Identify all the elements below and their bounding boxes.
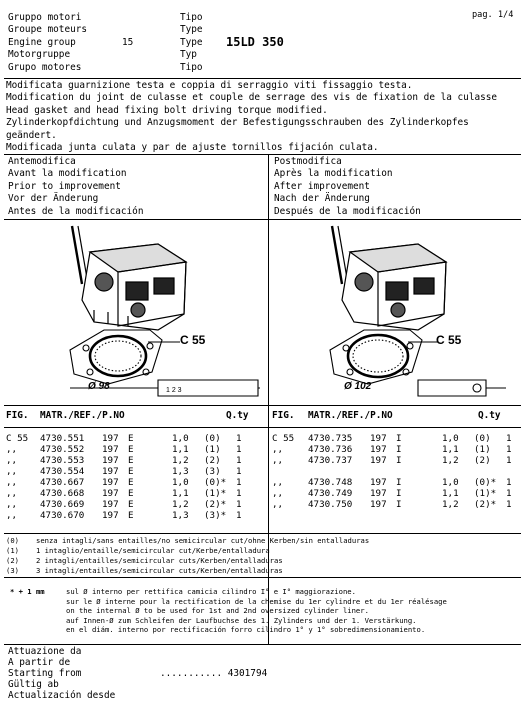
table-cell: I (396, 433, 402, 444)
type-label: Typ (180, 49, 197, 61)
table-cell (308, 466, 370, 477)
table-cell (474, 510, 506, 521)
table-cell: ,, (6, 510, 18, 521)
table-cell: (2) (204, 455, 221, 466)
table-cell: 1,1 (442, 444, 459, 455)
table-cell: (0)* (474, 477, 497, 488)
table-cell: 197 (370, 433, 387, 444)
table-row (6, 433, 256, 444)
table-cell (396, 466, 442, 477)
table-cell: 4730.668 (40, 488, 85, 499)
table-row (272, 477, 520, 488)
table-row (6, 466, 256, 477)
table-cell (272, 510, 308, 521)
modification-title (6, 80, 497, 154)
table-cell: 1,3 (172, 510, 189, 521)
table-cell: (3)* (204, 510, 227, 521)
table-cell: 197 (102, 477, 119, 488)
table-row (272, 444, 520, 455)
page-number: pag. 1/4 (472, 10, 514, 20)
type-label: Tipo (180, 61, 203, 73)
starting-serial: ........... 4301794 (160, 668, 268, 679)
table-cell: ,, (272, 477, 284, 488)
footer-labels (8, 646, 115, 701)
table-row (6, 444, 256, 455)
after-label: Postmodifica (274, 156, 342, 167)
cylinder-head-drawing (332, 226, 446, 330)
after-label: Después de la modificación (274, 205, 421, 217)
table-cell: 1,2 (442, 455, 459, 466)
before-label: Prior to improvement (8, 180, 121, 192)
table-cell: 197 (102, 444, 119, 455)
table-cell: ,, (272, 455, 284, 466)
table-cell: 4730.735 (308, 433, 353, 444)
footer-label: Gültig ab (8, 679, 59, 690)
table-cell: 4730.554 (40, 466, 85, 477)
table-cell: E (128, 510, 134, 521)
table-cell: 1 (236, 444, 242, 455)
table-cell: E (128, 444, 134, 455)
table-cell: 4730.553 (40, 455, 85, 466)
table-cell: I (396, 477, 402, 488)
before-labels (8, 156, 143, 218)
table-cell (370, 466, 396, 477)
type-value: 15LD 350 (226, 35, 284, 49)
group-label: Motorgruppe (8, 49, 71, 61)
table-cell: 197 (370, 499, 387, 510)
table-cell: ,, (6, 488, 18, 499)
footer-label: A partir de (8, 657, 71, 668)
table-cell: (2) (474, 455, 491, 466)
table-cell: 4730.750 (308, 499, 353, 510)
table-cell: 1 (506, 455, 512, 466)
table-cell: I (396, 499, 402, 510)
table-cell: 4730.748 (308, 477, 353, 488)
oversize-note (66, 587, 447, 635)
note-line: auf Innen-Ø zum Schleifen der Laufbuchse des 1. Zylinders und der 1. Verstärkung. (66, 615, 417, 625)
table-row (6, 499, 256, 510)
table-cell: 1,0 (442, 433, 459, 444)
notch-legend (6, 536, 369, 576)
group-label: Groupe moteurs (8, 24, 88, 36)
table-cell: 4730.551 (40, 433, 85, 444)
table-cell: (1) (204, 444, 221, 455)
title-line: Zylinderkopfdichtung und Anzugsmoment der Befestigungsschrauben des Zylinderkopfes (6, 117, 469, 129)
table-cell: E (128, 488, 134, 499)
table-cell: 197 (102, 499, 119, 510)
table-row (272, 455, 520, 466)
table-cell (506, 466, 520, 477)
title-line: Modificata guarnizione testa e coppia di serraggio viti fissaggio testa. (6, 80, 413, 91)
after-diameter: Ø 102 (344, 381, 372, 392)
right-header-matr: MATR./REF./P.NO (308, 410, 393, 421)
title-line: Modificada junta culata y par de ajuste tornillos fijación culata. (6, 142, 379, 154)
table-cell (474, 466, 506, 477)
footer-label: Attuazione da (8, 646, 82, 657)
footer-label: Starting from (8, 668, 82, 679)
table-cell: 4730.737 (308, 455, 353, 466)
table-cell: (0) (204, 433, 221, 444)
table-row (272, 488, 520, 499)
title-line: geändert. (6, 129, 57, 141)
table-cell: 1,1 (172, 488, 189, 499)
table-cell: E (128, 433, 134, 444)
table-cell: (2)* (204, 499, 227, 510)
table-cell: 197 (102, 433, 119, 444)
table-cell: 1 (506, 499, 512, 510)
footer-label: Actualización desde (8, 690, 116, 701)
table-cell: E (128, 455, 134, 466)
table-cell: 1 (506, 488, 512, 499)
right-header-qty: Q.ty (478, 410, 501, 421)
table-cell: 1 (236, 499, 242, 510)
table-cell (442, 510, 474, 521)
table-cell: 197 (102, 488, 119, 499)
table-cell: ,, (272, 488, 284, 499)
table-cell: (3) (204, 466, 221, 477)
table-row (272, 510, 520, 521)
table-cell: (0) (474, 433, 491, 444)
table-cell: (1)* (474, 488, 497, 499)
table-row (6, 455, 256, 466)
table-cell: ,, (272, 499, 284, 510)
table-cell: (2)* (474, 499, 497, 510)
before-callout: C 55 (180, 333, 206, 347)
after-callout: C 55 (436, 333, 462, 347)
table-cell: 1,2 (172, 455, 189, 466)
after-illustration (272, 222, 522, 404)
right-header-fig: FIG. (272, 410, 295, 421)
table-cell: 197 (102, 466, 119, 477)
table-cell: 4730.670 (40, 510, 85, 521)
table-cell: 1,0 (442, 477, 459, 488)
group-label: Gruppo motori (8, 12, 82, 23)
after-label: After improvement (274, 180, 370, 192)
table-cell: 1,2 (172, 499, 189, 510)
table-cell: 1 (236, 466, 242, 477)
type-label: Tipo (180, 12, 203, 23)
cylinder-head-drawing (72, 226, 186, 330)
table-cell: I (396, 488, 402, 499)
table-cell: 1 (236, 477, 242, 488)
parts-table-before (6, 433, 256, 521)
table-cell (506, 510, 520, 521)
table-row (6, 477, 256, 488)
table-cell: 1,2 (442, 499, 459, 510)
table-cell: 4730.669 (40, 499, 85, 510)
table-cell: ,, (6, 455, 18, 466)
after-labels (274, 156, 421, 218)
note-line: en el diám. interno por rectificación forro cilindro 1° y 1° sobredimensionamiento. (66, 625, 426, 635)
table-row (272, 499, 520, 510)
note-line: on the internal Ø to be used for 1st and 2nd oversized cylinder liner. (66, 606, 369, 616)
table-row (6, 488, 256, 499)
left-header-matr: MATR./REF./P.NO (40, 410, 125, 421)
table-cell: C 55 (6, 433, 29, 444)
table-cell: ,, (6, 466, 18, 477)
svg-text:1 2 3: 1 2 3 (166, 387, 182, 394)
notch-row: (2) 2 intagli/entailles/semicircular cuts/Kerben/entalladuras (6, 556, 283, 565)
table-cell: 197 (370, 488, 387, 499)
table-cell: 197 (102, 510, 119, 521)
before-label: Vor der Änderung (8, 193, 99, 205)
table-cell: ,, (6, 477, 18, 488)
table-cell: 1,3 (172, 466, 189, 477)
table-row (272, 433, 520, 444)
table-cell: 4730.736 (308, 444, 353, 455)
group-value: 15 (122, 37, 134, 48)
table-cell (308, 510, 370, 521)
table-cell: 4730.552 (40, 444, 85, 455)
table-cell: 1,1 (172, 444, 189, 455)
table-cell: 4730.749 (308, 488, 353, 499)
table-cell: 197 (102, 455, 119, 466)
before-illustration (8, 222, 266, 404)
title-line: Head gasket and head fixing bolt driving torque modified. (6, 104, 328, 116)
table-cell: C 55 (272, 433, 295, 444)
group-labels (8, 12, 87, 74)
type-labels (180, 12, 203, 74)
table-cell: ,, (6, 499, 18, 510)
group-label: Grupo motores (8, 61, 82, 73)
table-cell: 1,1 (442, 488, 459, 499)
before-diameter: Ø 98 (88, 381, 110, 392)
table-cell: (1)* (204, 488, 227, 499)
table-row (272, 466, 520, 477)
left-header-qty: Q.ty (226, 410, 249, 421)
table-cell: 1 (506, 444, 512, 455)
table-cell: (0)* (204, 477, 227, 488)
type-label: Type (180, 24, 203, 36)
notch-row: (1) 1 intaglio/entaille/semicircular cut/Kerbe/entalladura (6, 546, 270, 555)
type-label: Type (180, 36, 203, 48)
table-cell: (1) (474, 444, 491, 455)
group-label: Engine group (8, 36, 76, 48)
table-cell (442, 466, 474, 477)
table-cell: I (396, 455, 402, 466)
table-cell: 1 (236, 510, 242, 521)
table-cell: 1 (236, 488, 242, 499)
note-line: sur le Ø interne pour la rectification de la chemise du 1er cylindre et du 1er réalésage (66, 596, 447, 606)
table-cell (370, 510, 396, 521)
table-cell: E (128, 466, 134, 477)
after-label: Nach der Änderung (274, 193, 370, 205)
before-label: Antemodifica (8, 156, 76, 167)
table-cell (272, 466, 308, 477)
parts-table-after (272, 433, 520, 521)
table-cell (396, 510, 442, 521)
table-row (6, 510, 256, 521)
notch-row: (3) 3 intagli/entailles/semicircular cuts/Kerben/entalladuras (6, 566, 283, 575)
oversize-marker: * + 1 mm (10, 587, 45, 596)
after-label: Après la modification (274, 168, 393, 180)
table-cell: 1,0 (172, 477, 189, 488)
title-line: Modification du joint de culasse et couple de serrage des vis de fixation de la culasse (6, 92, 498, 104)
before-label: Avant la modification (8, 168, 127, 180)
table-cell: ,, (272, 444, 284, 455)
table-cell: 197 (370, 477, 387, 488)
table-cell: 1 (236, 455, 242, 466)
table-cell: E (128, 477, 134, 488)
note-line: sul Ø interno per rettifica camicia cilindro I° e I° maggiorazione. (66, 587, 356, 596)
table-cell: 4730.667 (40, 477, 85, 488)
before-label: Antes de la modificación (8, 205, 144, 217)
left-header-fig: FIG. (6, 410, 29, 421)
table-cell: 1 (236, 433, 242, 444)
table-cell: 1 (506, 433, 512, 444)
table-cell: E (128, 499, 134, 510)
table-cell: 1 (506, 477, 512, 488)
table-cell: I (396, 444, 402, 455)
notch-row: (0) senza intagli/sans entailles/no semicircular cut/ohne Kerben/sin entalladuras (6, 536, 370, 545)
table-cell: 197 (370, 455, 387, 466)
table-cell: ,, (6, 444, 18, 455)
table-cell: 197 (370, 444, 387, 455)
table-cell: 1,0 (172, 433, 189, 444)
